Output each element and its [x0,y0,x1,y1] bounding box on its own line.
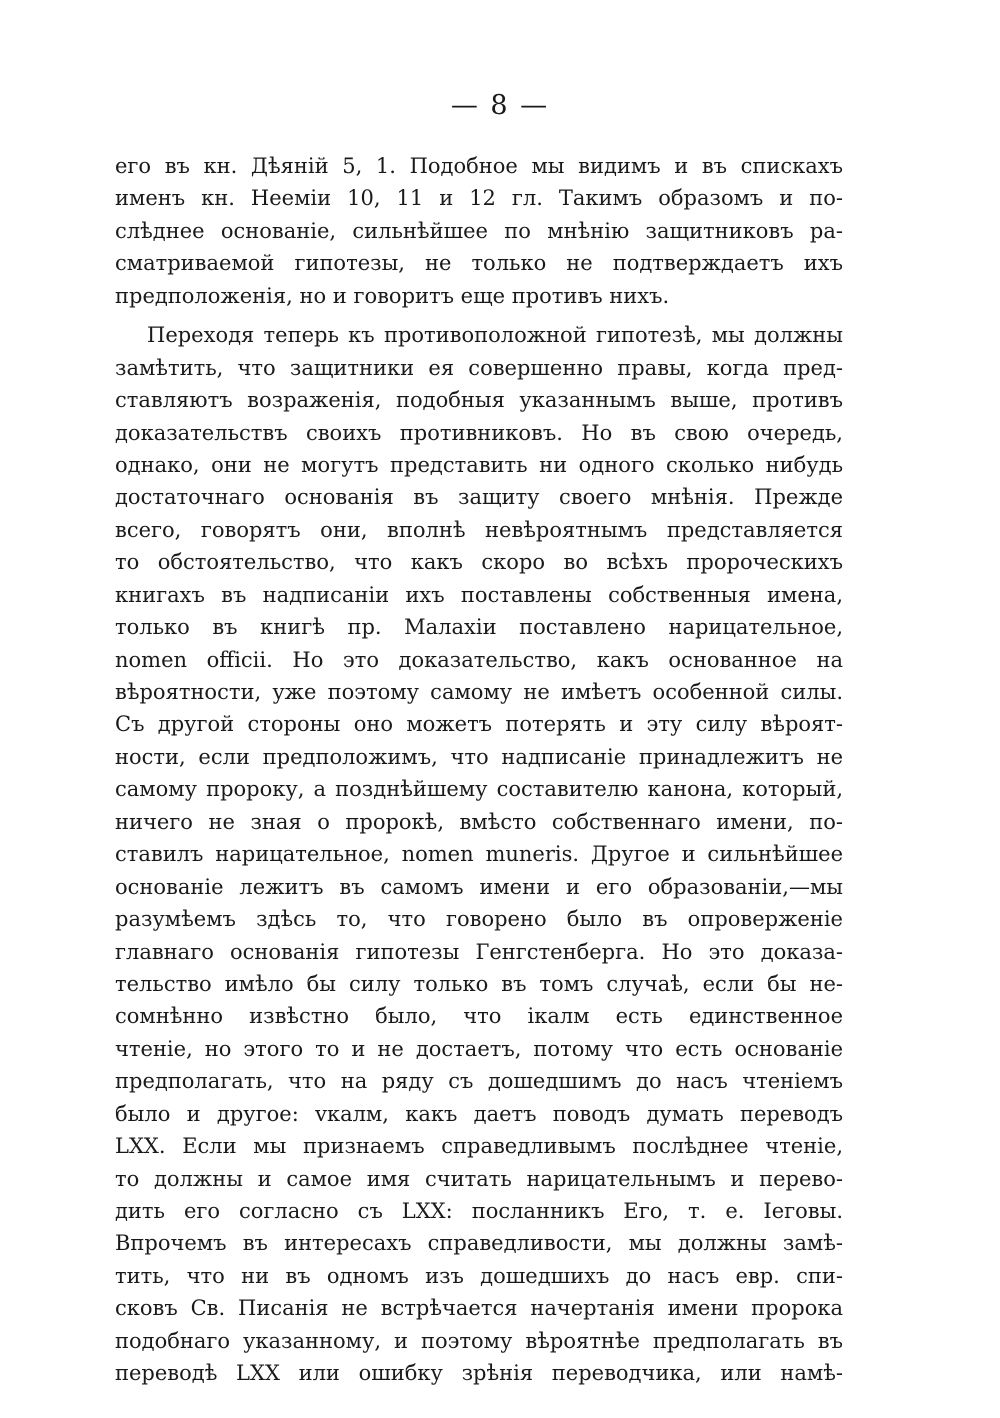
page-number: — 8 — [450,90,550,121]
text-line: сковъ Св. Писанія не встрѣчается начертанія имени пророка [115,1296,843,1321]
text-line: nomen officii. Но это доказательство, какъ основанное на [115,647,843,672]
text-line: тельство имѣло бы силу только въ томъ случаѣ, если бы не- [115,971,843,996]
text-line: основаніе лежитъ въ самомъ имени и его образованіи,—мы [115,874,843,899]
text-line: вѣроятности, уже поэтому самому не имѣетъ особенной силы. [115,680,843,704]
text-line: именъ кн. Неемiи 10, 11 и 12 гл. Такимъ образомъ и по- [115,186,843,211]
text-line: LXX. Если мы признаемъ справедливымъ послѣднее чтеніе, [115,1134,843,1159]
text-line: то должны и самое имя считать нарицательнымъ и перево- [115,1166,843,1191]
text-line: достаточнаго основанія въ защиту своего мнѣнія. Прежде [115,485,843,510]
text-line: только въ книгѣ пр. Малахіи поставлено нарицательное, [115,615,843,640]
paragraph-1 [115,150,843,312]
text-line: главнаго основанія гипотезы Генгстенберга. Но это доказа- [115,939,843,964]
text-line: всего, говорятъ они, вполнѣ невѣроятнымъ представляется [115,517,843,542]
text-line: Впрочемъ въ интересахъ справедливости, мы должны замѣ- [115,1231,843,1256]
text-line: замѣтить, что защитники ея совершенно правы, когда пред- [115,355,843,380]
text-line: предположенія, но и говоритъ еще противъ нихъ. [115,283,670,308]
body-text [115,150,843,1390]
text-line: то обстоятельство, что какъ скоро во всѣхъ пророческихъ [115,550,843,575]
text-line: ничего не зная о пророкѣ, вмѣсто собственнаго имени, по- [115,809,843,834]
text-line: ности, если предположимъ, что надписаніе принадлежитъ не [115,744,843,769]
text-line: было и другое: vкалм, какъ даетъ поводъ думать переводъ [115,1101,843,1126]
text-line: его въ кн. Дѣяній 5, 1. Подобное мы видимъ и въ спискахъ [115,154,843,178]
text-line: самому пророку, а позднѣйшему составителю канона, который, [115,777,843,802]
text-line: подобнаго указанному, и поэтому вѣроятнѣе предполагать въ [115,1328,843,1353]
text-line: слѣднее основаніе, сильнѣйшее по мнѣнію защитниковъ ра- [115,218,843,243]
text-line: доказательствъ своихъ противниковъ. Но въ свою очередь, [115,420,843,445]
text-line: тить, что ни въ одномъ изъ дошедшихъ до насъ евр. спи- [115,1263,843,1288]
text-line: Съ другой стороны оно можетъ потерять и эту силу вѣроят- [115,712,843,737]
text-line: ставилъ нарицательное, nomen muneris. Другое и сильнѣйшее [115,842,843,867]
text-line: дить его согласно съ LXX: посланникъ Его, т. е. Іеговы. [115,1199,843,1223]
text-line: книгахъ въ надписаніи ихъ поставлены собственныя имена, [115,582,843,607]
text-line: ставляютъ возраженія, подобныя указаннымъ выше, противъ [115,388,843,413]
text-line: сматриваемой гипотезы, не только не подтверждаетъ ихъ [115,251,843,276]
paragraph-2 [115,319,843,1389]
text-line: разумѣемъ здѣсь то, что говорено было въ опроверженіе [115,907,843,932]
text-line: однако, они не могутъ представить ни одного сколько нибудь [115,452,843,477]
text-line: сомнѣнно извѣстно было, что ікалм есть единственное [115,1004,843,1029]
text-line: переводѣ LXX или ошибку зрѣнія переводчика, или намѣ- [115,1361,843,1386]
text-line: чтеніе, но этого то и не достаетъ, потому что есть основаніе [115,1036,843,1061]
text-line: предполагать, что на ряду съ дошедшимъ до насъ чтеніемъ [115,1069,843,1094]
text-line: Переходя теперь къ противоположной гипотезѣ, мы должны [147,323,843,348]
